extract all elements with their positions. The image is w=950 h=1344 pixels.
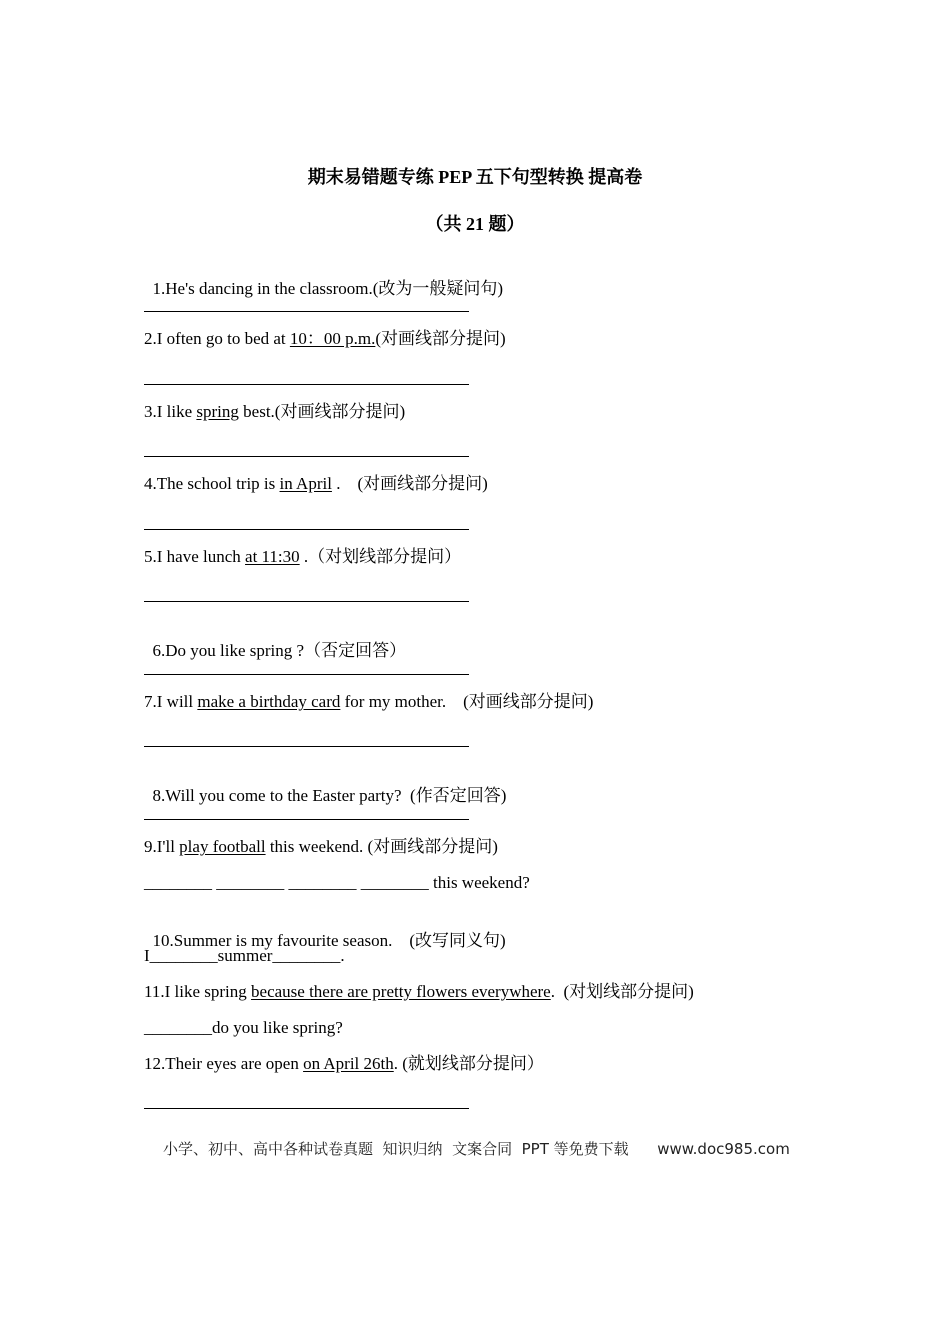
question-3 <box>144 401 405 423</box>
question-instruction: . (对画线部分提问) <box>331 474 488 493</box>
question-text: 4.The school trip is <box>144 474 280 493</box>
question-8 <box>144 763 506 807</box>
answer-line[interactable] <box>144 674 469 675</box>
question-2 <box>144 328 506 350</box>
question-instruction: . (就划线部分提问） <box>393 1054 544 1073</box>
question-text: 1.He's dancing in the classroom.(改为一般疑问句) <box>152 279 504 298</box>
underlined-part: play football <box>179 837 266 856</box>
question-1 <box>144 256 503 300</box>
answer-line[interactable] <box>144 384 469 385</box>
question-instruction: this weekend. (对画线部分提问) <box>265 837 498 856</box>
question-instruction: . (对划线部分提问) <box>550 982 694 1001</box>
page-footer: 小学、初中、高中各种试卷真题 知识归纳 文案合同 PPT 等免费下载 www.doc985.com <box>163 1140 790 1158</box>
underlined-part: spring <box>196 402 239 421</box>
question-instruction: for my mother. (对画线部分提问) <box>340 692 594 711</box>
answer-line[interactable] <box>144 819 469 820</box>
answer-blank-q10[interactable]: I________summer________. <box>144 946 345 965</box>
underlined-part: in April <box>279 474 332 493</box>
question-instruction: .（对划线部分提问） <box>299 547 462 566</box>
answer-line[interactable] <box>144 311 469 312</box>
page-title: 期末易错题专练 PEP 五下句型转换 提高卷 <box>307 167 643 187</box>
question-text: 11.I like spring <box>144 982 252 1001</box>
underlined-part: on April 26th <box>303 1054 394 1073</box>
underlined-part: because there are pretty flowers everywhere <box>251 982 551 1001</box>
question-text: 12.Their eyes are open <box>144 1054 304 1073</box>
page-subtitle: （共 21 题） <box>425 214 525 234</box>
question-text: 2.I often go to bed at <box>144 329 290 348</box>
question-11 <box>144 981 694 1003</box>
question-text: 6.Do you like spring ?（否定回答） <box>152 641 407 660</box>
question-text: 5.I have lunch <box>144 547 246 566</box>
question-text: 3.I like <box>144 402 197 421</box>
answer-line[interactable] <box>144 1108 469 1109</box>
answer-line[interactable] <box>144 746 469 747</box>
question-text: 8.Will you come to the Easter party? (作否定回答) <box>152 786 507 805</box>
question-5 <box>144 546 461 568</box>
question-6 <box>144 618 406 662</box>
underlined-part: make a birthday card <box>197 692 341 711</box>
question-12 <box>144 1053 544 1075</box>
question-text: 10.Summer is my favourite season. (改写同义句) <box>152 931 506 950</box>
question-text: 7.I will <box>144 692 198 711</box>
answer-line[interactable] <box>144 529 469 530</box>
answer-blank-q9[interactable]: ________ ________ ________ ________ this weekend? <box>144 873 530 892</box>
underlined-part: at 11:30 <box>245 547 300 566</box>
answer-line[interactable] <box>144 601 469 602</box>
question-4 <box>144 473 488 495</box>
question-instruction: (对画线部分提问) <box>375 329 506 348</box>
question-7 <box>144 691 593 713</box>
question-9 <box>144 836 498 858</box>
question-instruction: best.(对画线部分提问) <box>238 402 406 421</box>
answer-blank-q11[interactable]: ________do you like spring? <box>144 1018 343 1037</box>
underlined-part: 10：00 p.m. <box>289 329 376 348</box>
answer-line[interactable] <box>144 456 469 457</box>
question-text: 9.I'll <box>144 837 180 856</box>
